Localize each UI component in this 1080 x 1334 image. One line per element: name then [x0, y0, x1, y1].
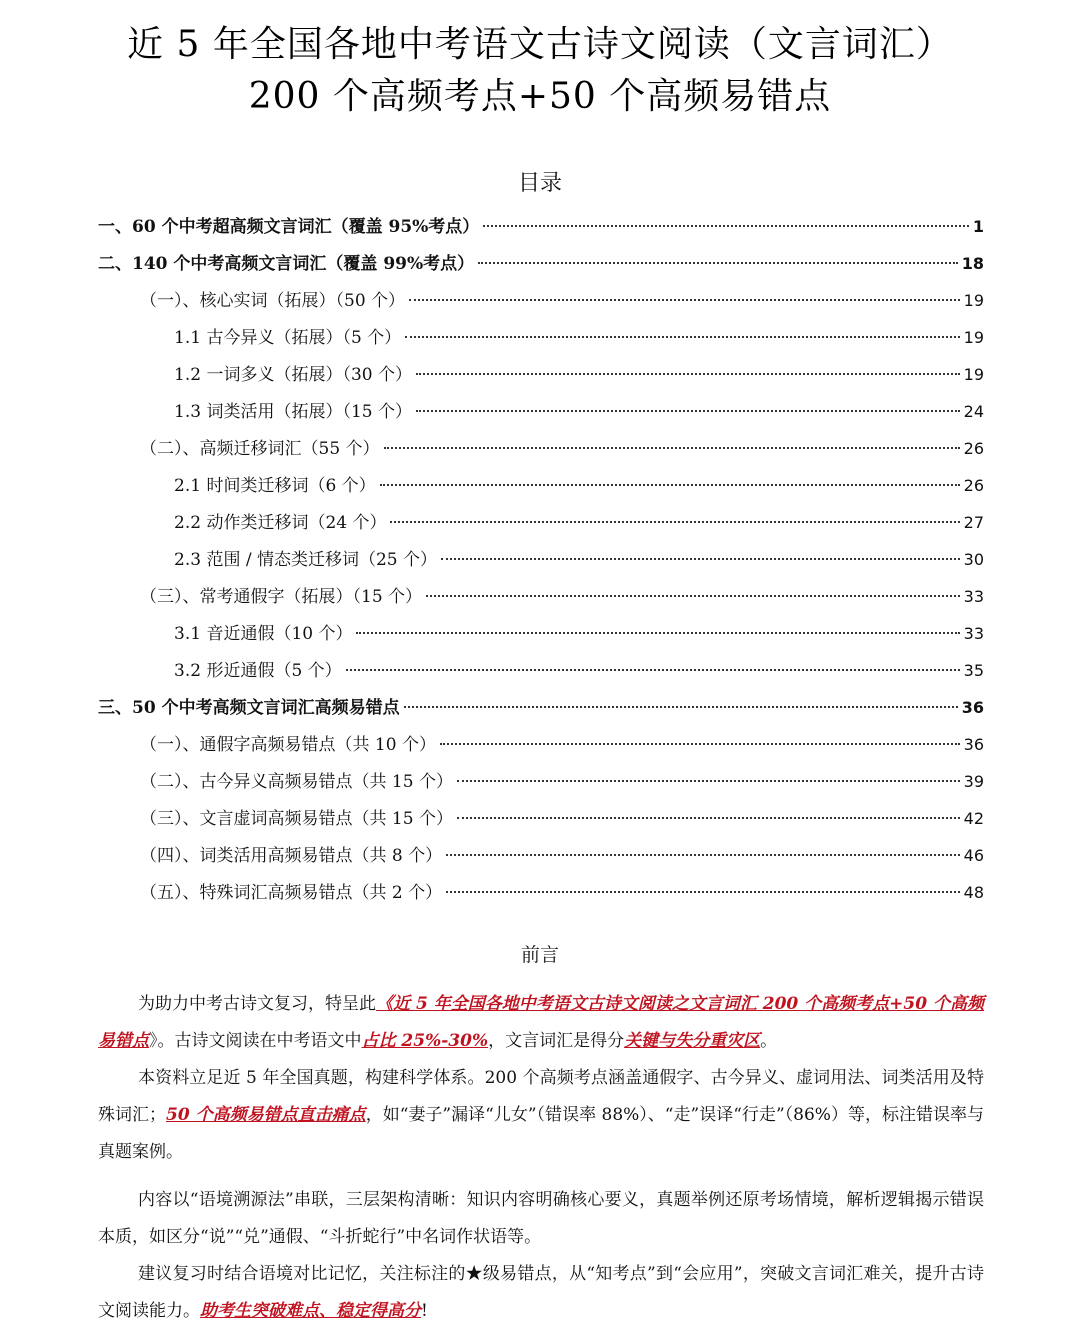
toc-entry[interactable]: [140, 282, 984, 319]
toc-entry-label: （二）、高频迁移词汇（55 个）: [140, 439, 380, 459]
toc-entry-label: （四）、词类活用高频易错点（共 8 个）: [140, 846, 443, 866]
toc-entry-page: 26: [963, 439, 984, 458]
toc-entry-page: 26: [963, 476, 984, 495]
toc-dot-leader: [446, 891, 960, 893]
toc-entry-label: 三、50 个中考高频文言词汇高频易错点: [98, 698, 400, 718]
toc-entry-label: 一、60 个中考超高频文言词汇（覆盖 95%考点）: [98, 217, 480, 237]
toc-entry-page: 35: [963, 661, 984, 680]
toc-entry-page: 46: [963, 846, 984, 865]
preface-text: ，如“妻子”漏译“儿女”（错误率 88%）、“走”误译“行走”（86%）等，标注错误率与真题案例。: [98, 1105, 985, 1162]
toc-dot-leader: [404, 706, 958, 708]
toc-entry-label: 2.1 时间类迁移词（6 个）: [174, 476, 376, 496]
toc-entry[interactable]: [140, 763, 984, 800]
toc-entry-label: 1.3 词类活用（拓展）（15 个）: [174, 402, 412, 422]
toc-entry[interactable]: [140, 578, 984, 615]
toc-dot-leader: [416, 410, 960, 412]
toc-entry[interactable]: [174, 467, 984, 504]
toc-entry-label: 二、140 个中考高频文言词汇（覆盖 99%考点）: [98, 254, 475, 274]
toc-entry-page: 36: [963, 735, 984, 754]
toc-entry-label: 2.3 范围 / 情态类迁移词（25 个）: [174, 550, 438, 570]
preface-highlight: 占比 25%-30%: [361, 1031, 489, 1051]
toc-entry-page: 48: [963, 883, 984, 902]
toc-entry-label: 3.2 形近通假（5 个）: [174, 661, 342, 681]
toc-entry[interactable]: [140, 726, 984, 763]
toc-entry-label: 3.1 音近通假（10 个）: [174, 624, 353, 644]
toc-entry[interactable]: [174, 319, 984, 356]
toc-dot-leader: [446, 854, 960, 856]
toc-entry-label: （五）、特殊词汇高频易错点（共 2 个）: [140, 883, 443, 903]
toc-entry-label: （一）、核心实词（拓展）（50 个）: [140, 291, 406, 311]
toc-dot-leader: [440, 743, 960, 745]
toc-entry-page: 19: [963, 328, 984, 347]
preface-text: 。: [760, 1031, 778, 1051]
preface-highlight: 50 个高频易错点直击痛点: [166, 1105, 366, 1125]
preface-highlight: 《近 5 年全国各地中考语文古诗文阅读之文言词汇 200 个高频考点+50 个高频易错点: [98, 994, 985, 1051]
preface-text: 为助力中考古诗文复习，特呈此: [138, 994, 377, 1014]
toc-dot-leader: [457, 817, 960, 819]
toc-entry-page: 39: [963, 772, 984, 791]
toc-entry[interactable]: [174, 504, 984, 541]
preface-paragraph-2: [98, 1060, 984, 1171]
preface-highlight: 关键与失分重灾区: [624, 1031, 761, 1051]
preface-highlight: 助考生突破难点、稳定得高分: [200, 1301, 421, 1321]
toc-entry[interactable]: [140, 800, 984, 837]
toc-entry-label: 2.2 动作类迁移词（24 个）: [174, 513, 387, 533]
toc-entry-label: 1.1 古今异义（拓展）（5 个）: [174, 328, 402, 348]
toc-entry[interactable]: [174, 356, 984, 393]
document-title-line-2: 200 个高频考点+50 个高频易错点: [248, 76, 832, 117]
toc-entry[interactable]: [174, 393, 984, 430]
toc-entry-label: （三）、常考通假字（拓展）（15 个）: [140, 587, 423, 607]
toc-dot-leader: [457, 780, 960, 782]
preface-text: !: [421, 1301, 428, 1321]
toc-dot-leader: [346, 669, 960, 671]
toc-entry-page: 27: [963, 513, 984, 532]
toc-entry-page: 19: [963, 291, 984, 310]
preface-highlight: 》。古诗文阅读在中考语文中: [149, 1031, 362, 1051]
toc-entry[interactable]: [98, 689, 984, 726]
document-title-line-1: 近 5 年全国各地中考语文古诗文阅读（文言词汇）: [127, 24, 953, 65]
preface-heading: 前言: [520, 944, 559, 966]
toc-entry-page: 42: [963, 809, 984, 828]
toc-entry-page: 19: [963, 365, 984, 384]
toc-heading: 目录: [517, 171, 562, 196]
toc-entry[interactable]: [140, 837, 984, 874]
toc-entry-label: （三）、文言虚词高频易错点（共 15 个）: [140, 809, 453, 829]
toc-entry[interactable]: [140, 430, 984, 467]
preface-text: 建议复习时结合语境对比记忆，关注标注的★级易错点，从“知考点”到“会应用”，突破文言词汇难关，提升古诗文阅读能力。: [98, 1264, 984, 1321]
toc-dot-leader: [426, 595, 960, 597]
toc-entry-page: 24: [963, 402, 984, 421]
toc-entry[interactable]: [174, 615, 984, 652]
toc-dot-leader: [483, 225, 969, 227]
toc-dot-leader: [356, 632, 959, 634]
preface-text: ，文言词汇是得分: [488, 1031, 625, 1051]
toc-dot-leader: [416, 373, 960, 375]
toc-entry-label: 1.2 一词多义（拓展）（30 个）: [174, 365, 412, 385]
toc-entry-page: 36: [961, 698, 984, 717]
toc-dot-leader: [409, 299, 960, 301]
toc-entry-label: （一）、通假字高频易错点（共 10 个）: [140, 735, 436, 755]
toc-entry-page: 30: [963, 550, 984, 569]
toc-dot-leader: [478, 262, 958, 264]
toc-dot-leader: [405, 336, 959, 338]
toc-entry-page: 33: [963, 587, 984, 606]
preface-paragraph-3: 内容以“语境溯源法”串联，三层架构清晰：知识内容明确核心要义，真题举例还原考场情境，解析逻辑揭示错误本质，如区分“说”“兑”通假、“斗折蛇行”中名词作状语等。: [98, 1190, 984, 1247]
toc-entry[interactable]: [174, 652, 984, 689]
toc-entry-page: 1: [972, 217, 984, 236]
toc-dot-leader: [441, 558, 960, 560]
toc-entry[interactable]: [98, 245, 984, 282]
preface-paragraph-4: [98, 1256, 984, 1330]
toc-entry-label: （二）、古今异义高频易错点（共 15 个）: [140, 772, 453, 792]
toc-dot-leader: [380, 484, 960, 486]
preface-paragraph-1: [98, 986, 984, 1060]
preface-text: 本资料立足近 5 年全国真题，构建科学体系。200 个高频考点涵盖通假字、古今异义、虚词用法、词类活用及特殊词汇；: [98, 1068, 984, 1125]
toc-entry[interactable]: [98, 208, 984, 245]
toc-dot-leader: [390, 521, 959, 523]
toc-entry-page: 18: [961, 254, 984, 273]
toc-entry[interactable]: [140, 874, 984, 911]
toc-dot-leader: [384, 447, 960, 449]
toc-entry-page: 33: [963, 624, 984, 643]
toc-entry[interactable]: [174, 541, 984, 578]
